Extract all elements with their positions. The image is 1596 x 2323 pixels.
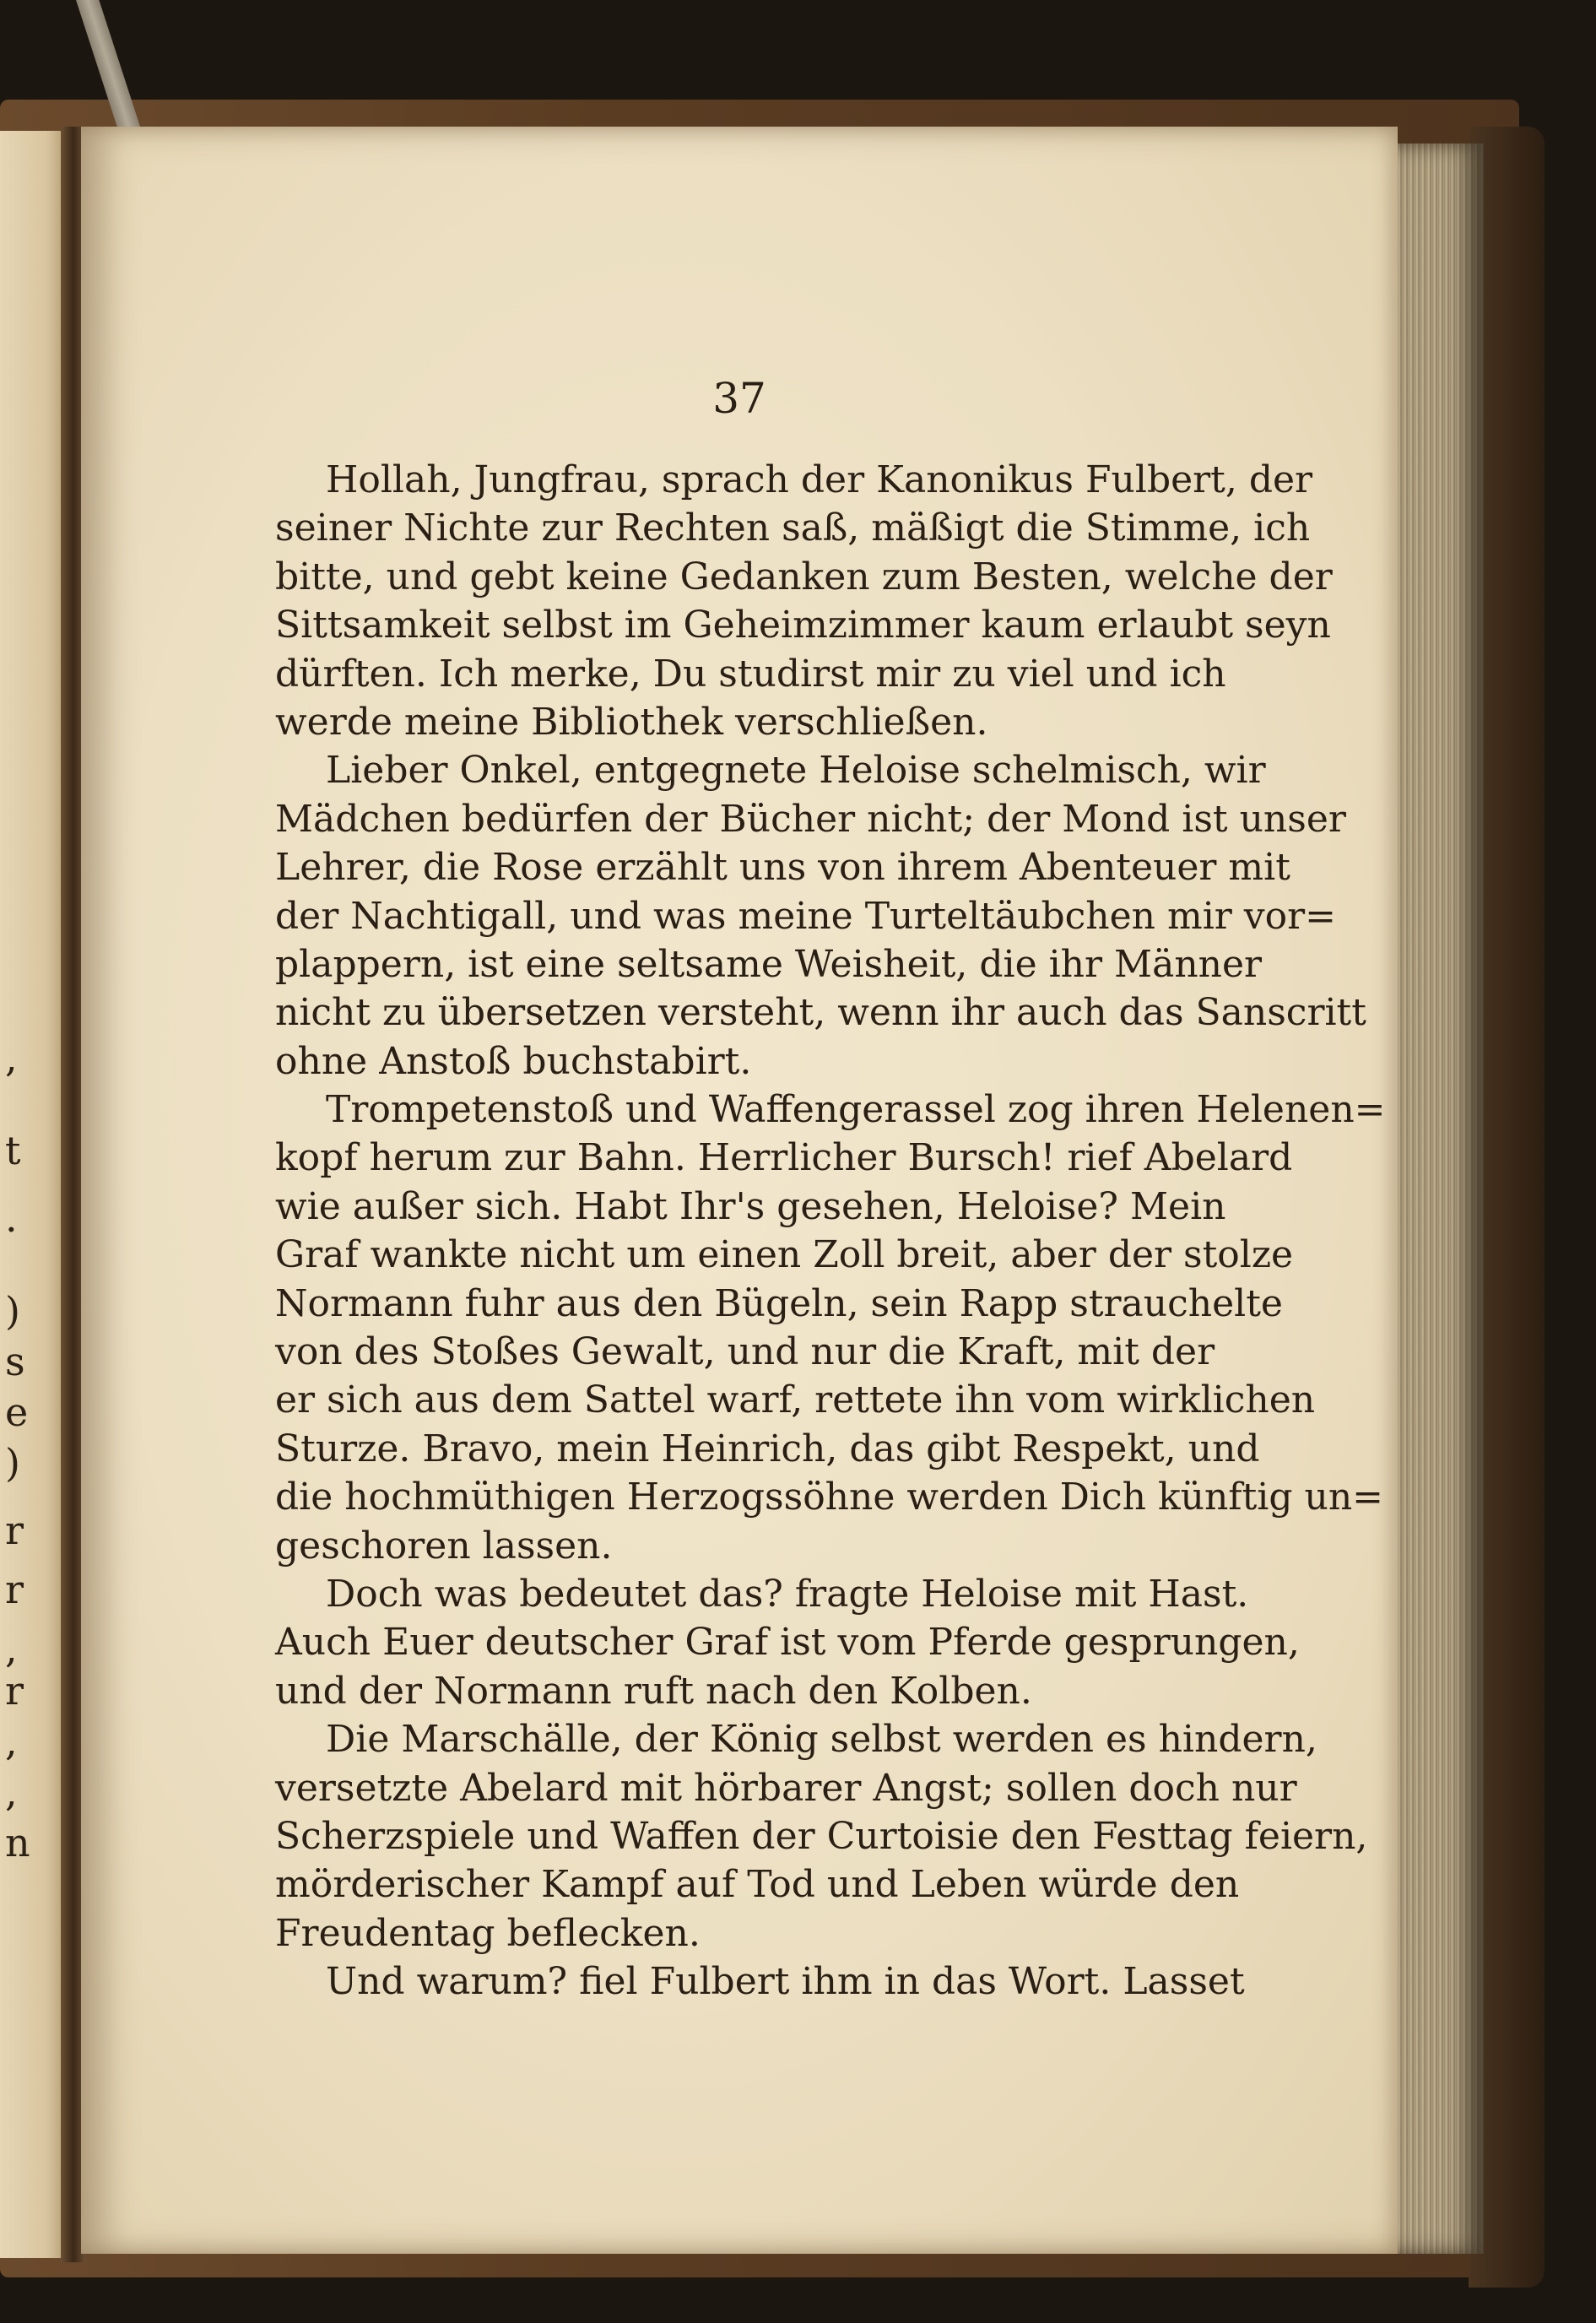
left-page-fragment: r bbox=[5, 1567, 24, 1612]
left-page-fragment: t bbox=[5, 1128, 21, 1173]
left-page-edge bbox=[0, 131, 66, 2258]
text-line: Sturze. Bravo, mein Heinrich, das gibt Respekt, und bbox=[275, 1427, 1260, 1470]
text-line: Doch was bedeutet das? fragte Heloise mit Hast. bbox=[326, 1572, 1249, 1616]
left-page-fragment: r bbox=[5, 1508, 24, 1553]
left-page-fragment: r bbox=[5, 1668, 24, 1714]
text-line: kopf herum zur Bahn. Herrlicher Bursch! rief Abelard bbox=[275, 1136, 1293, 1180]
left-page-fragment: s bbox=[5, 1339, 25, 1384]
text-line: von des Stoßes Gewalt, und nur die Kraft, mit der bbox=[275, 1330, 1215, 1374]
left-page-fragment: ) bbox=[5, 1440, 20, 1486]
text-line: der Nachtigall, und was meine Turteltäubchen mir vor= bbox=[275, 894, 1337, 938]
text-line: Lehrer, die Rose erzählt uns von ihrem Abenteuer mit bbox=[275, 846, 1290, 890]
text-line: die hochmüthigen Herzogssöhne werden Dich künftig un= bbox=[275, 1476, 1384, 1519]
page-number: 37 bbox=[712, 374, 766, 423]
text-line: plappern, ist eine seltsame Weisheit, die ihr Männer bbox=[275, 942, 1263, 986]
page-edges bbox=[1391, 143, 1484, 2254]
left-page-fragment: , bbox=[5, 1626, 18, 1671]
text-line: nicht zu übersetzen versteht, wenn ihr auch das Sanscritt bbox=[275, 991, 1366, 1035]
text-line: geschoren lassen. bbox=[275, 1524, 613, 1568]
left-page-fragment: , bbox=[5, 1769, 18, 1815]
text-line: Mädchen bedürfen der Bücher nicht; der Mond ist unser bbox=[275, 797, 1346, 841]
text-line: Graf wankte nicht um einen Zoll breit, aber der stolze bbox=[275, 1233, 1294, 1277]
left-page-fragment: , bbox=[5, 1035, 18, 1080]
body-text bbox=[275, 456, 1386, 2006]
text-line: Die Marschälle, der König selbst werden es hindern, bbox=[326, 1718, 1317, 1762]
text-line: dürften. Ich merke, Du studirst mir zu viel und ich bbox=[275, 652, 1226, 696]
left-page-fragment: , bbox=[5, 1719, 18, 1764]
text-line: seiner Nichte zur Rechten saß, mäßigt die Stimme, ich bbox=[275, 506, 1311, 550]
text-line: und der Normann ruft nach den Kolben. bbox=[275, 1669, 1032, 1713]
text-line: Und warum? fiel Fulbert ihm in das Wort. Lasset bbox=[326, 1960, 1245, 2004]
text-line: Sittsamkeit selbst im Geheimzimmer kaum erlaubt seyn bbox=[275, 604, 1331, 647]
left-page-fragment: ) bbox=[5, 1288, 20, 1334]
text-line: ohne Anstoß buchstabirt. bbox=[275, 1039, 752, 1083]
left-page-fragment: n bbox=[5, 1820, 30, 1865]
text-line: Normann fuhr aus den Bügeln, sein Rapp strauchelte bbox=[275, 1281, 1283, 1325]
right-page bbox=[81, 127, 1398, 2254]
text-line: Trompetenstoß und Waffengerassel zog ihren Helenen= bbox=[326, 1088, 1386, 1132]
left-page-fragment: e bbox=[5, 1389, 29, 1435]
text-line: bitte, und gebt keine Gedanken zum Besten, welche der bbox=[275, 555, 1333, 598]
text-line: Freudentag beflecken. bbox=[275, 1911, 701, 1955]
text-line: Hollah, Jungfrau, sprach der Kanonikus Fulbert, der bbox=[326, 458, 1313, 501]
text-line: er sich aus dem Sattel warf, rettete ihn vom wirklichen bbox=[275, 1378, 1316, 1422]
text-line: Scherzspiele und Waffen der Curtoisie den Festtag feiern, bbox=[275, 1814, 1368, 1858]
text-line: versetzte Abelard mit hörbarer Angst; sollen doch nur bbox=[275, 1766, 1297, 1810]
text-line: wie außer sich. Habt Ihr's gesehen, Heloise? Mein bbox=[275, 1184, 1226, 1228]
text-line: Auch Euer deutscher Graf ist vom Pferde gesprungen, bbox=[275, 1621, 1300, 1665]
text-line: werde meine Bibliothek verschließen. bbox=[275, 700, 988, 744]
text-line: Lieber Onkel, entgegnete Heloise schelmisch, wir bbox=[326, 749, 1266, 793]
text-line: mörderischer Kampf auf Tod und Leben würde den bbox=[275, 1863, 1240, 1907]
left-page-fragment: . bbox=[5, 1195, 18, 1241]
